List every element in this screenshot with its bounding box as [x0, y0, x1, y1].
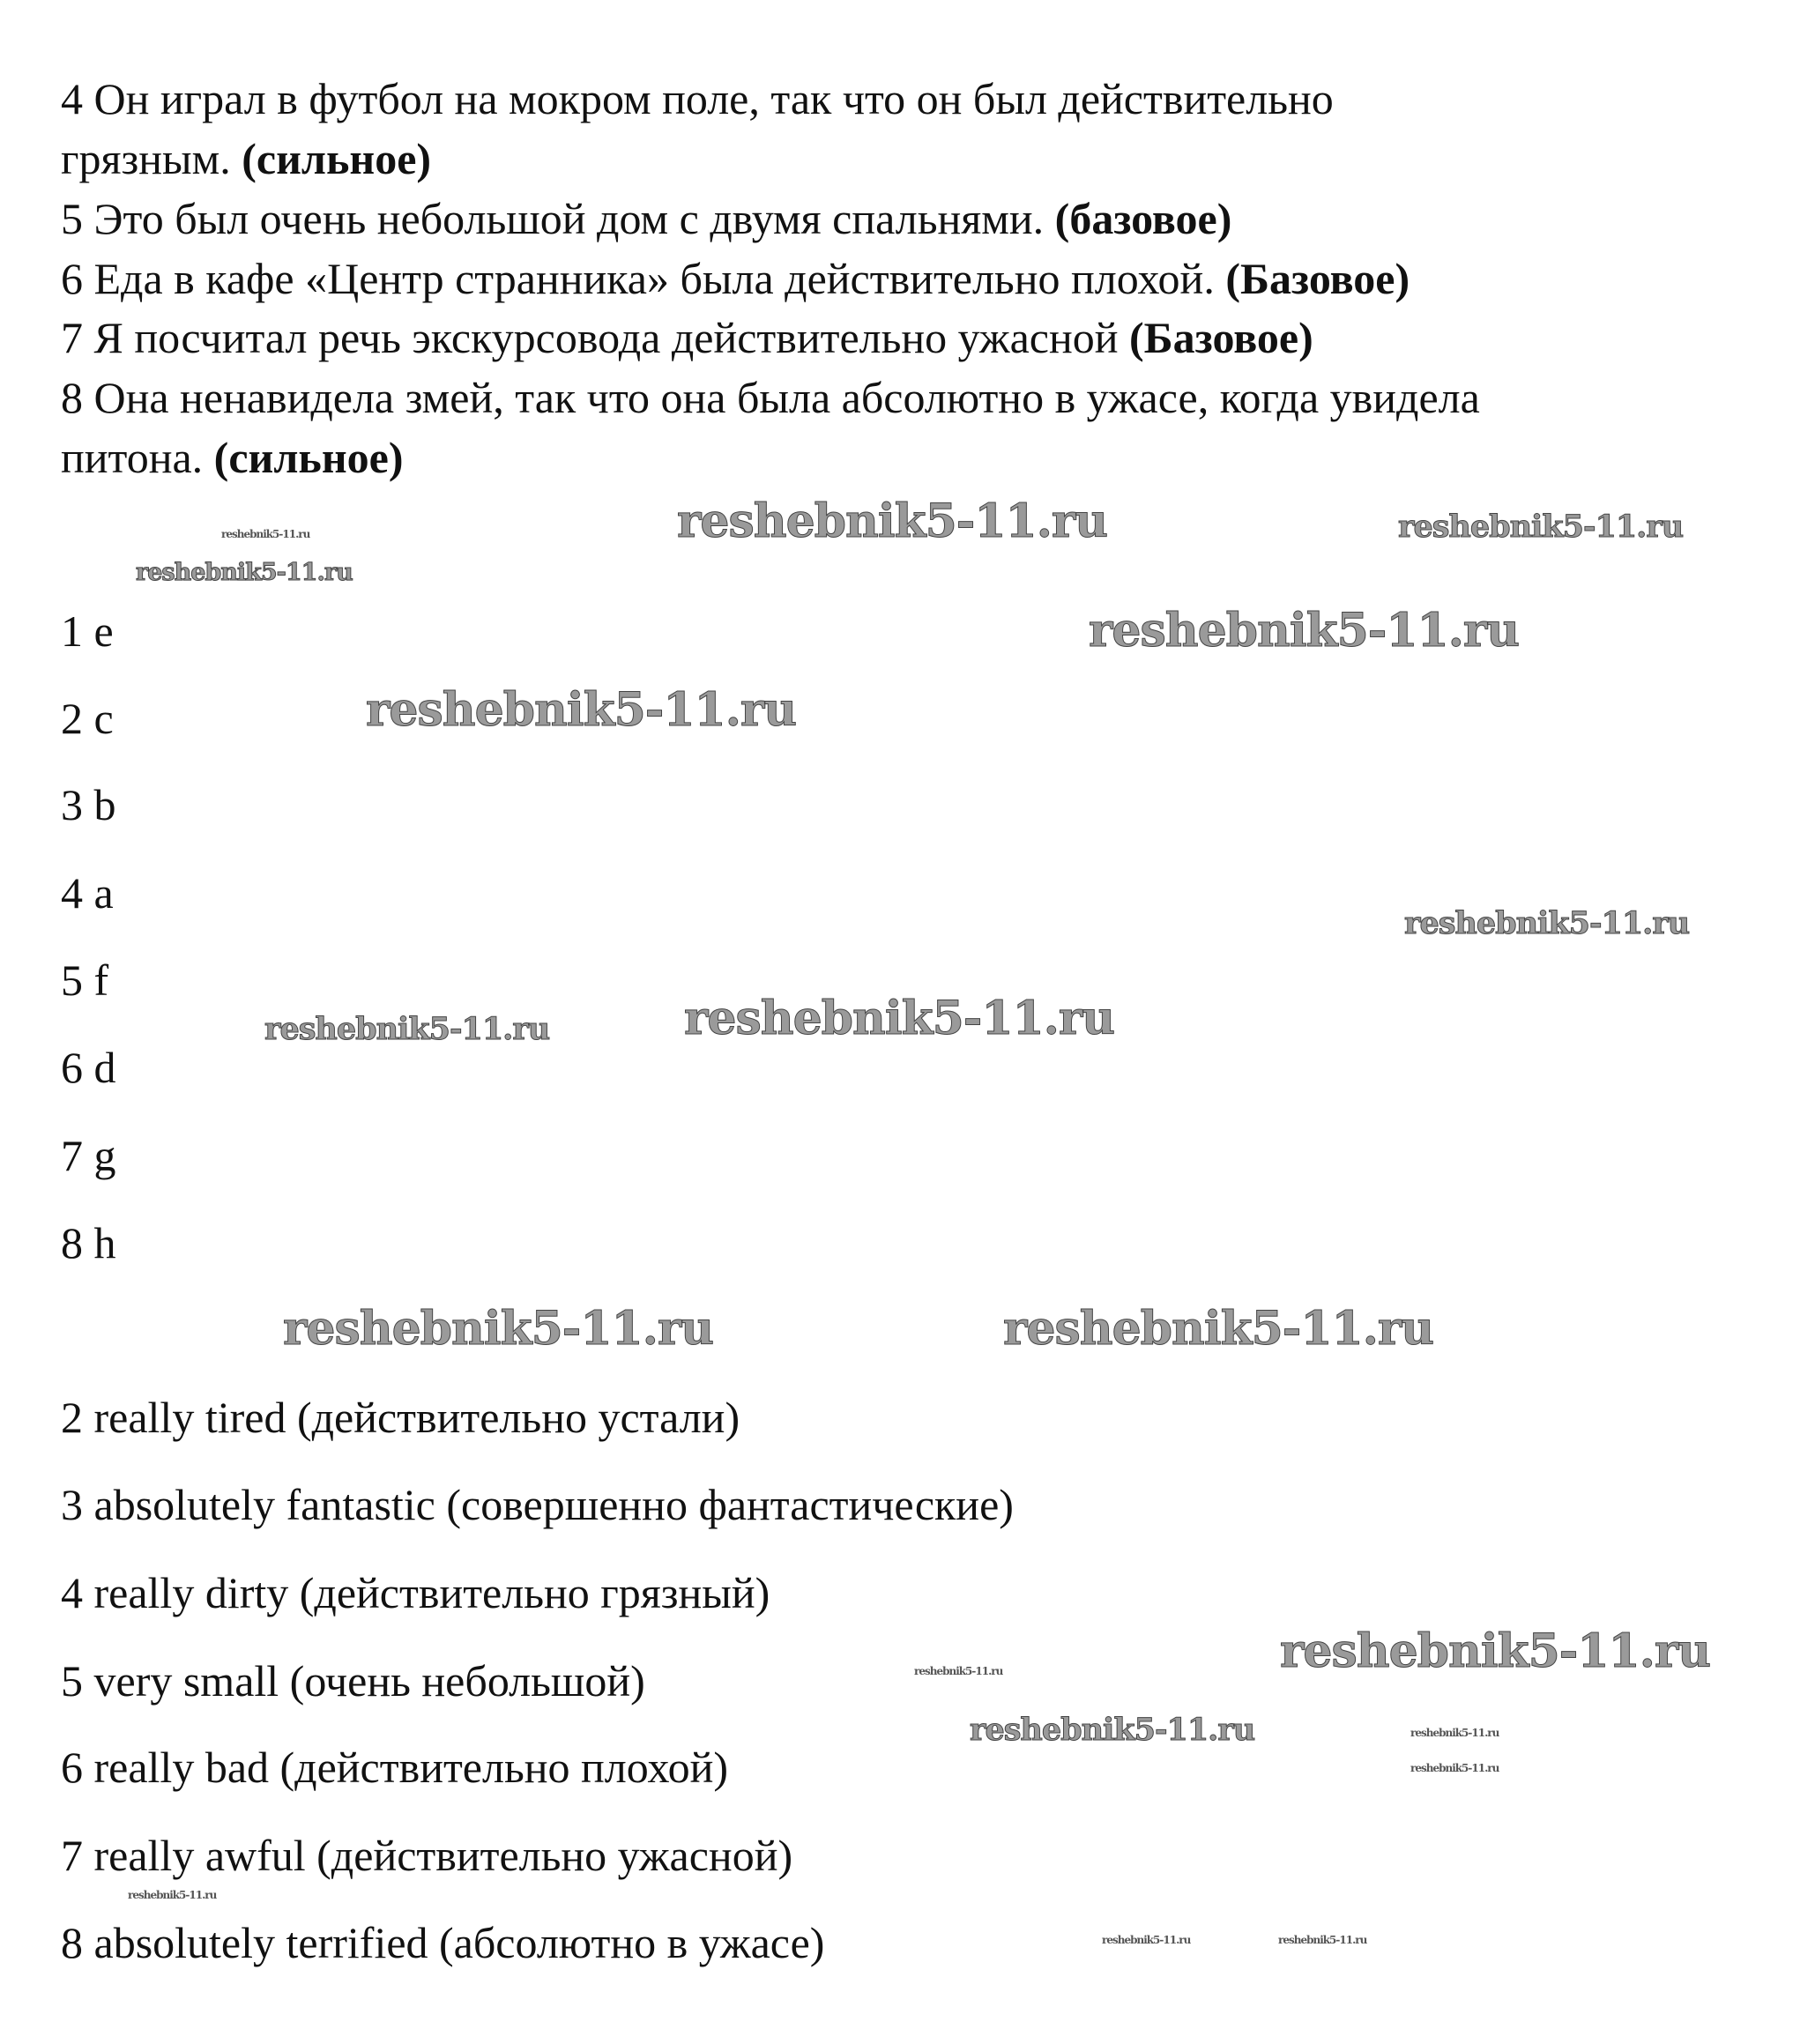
- answer-line: 7 g: [61, 1131, 116, 1180]
- answer-line: 5 f: [61, 955, 109, 1005]
- line-bold: (сильное): [213, 433, 404, 482]
- watermark: reshebnik5-11.ru: [677, 494, 1108, 548]
- text-line: [61, 72, 1334, 125]
- answer-line: 4 a: [61, 868, 114, 918]
- answer-line: 5 very small (очень небольшой): [61, 1656, 645, 1706]
- answer-line: 8 absolutely terrified (абсолютно в ужасе): [61, 1918, 825, 1967]
- text-line: [61, 192, 1231, 245]
- answer-line: 1 e: [61, 606, 114, 656]
- answer-line: 6 d: [61, 1043, 116, 1092]
- watermark: reshebnik5-11.ru: [1089, 604, 1520, 658]
- line-text: питона.: [61, 433, 214, 482]
- text-line: [61, 431, 403, 484]
- line-text: 4 Он играл в футбол на мокром поле, так что он был действительно: [61, 74, 1334, 123]
- watermark: reshebnik5-11.ru: [1278, 1934, 1367, 1946]
- text-line: [61, 252, 1410, 305]
- line-text: 7 Я посчитал речь экскурсовода действительно ужасной: [61, 313, 1129, 362]
- line-text: 8 Она ненавидела змей, так что она была абсолютно в ужасе, когда увидела: [61, 373, 1480, 422]
- line-bold: (Базовое): [1128, 313, 1313, 362]
- watermark: reshebnik5-11.ru: [1404, 905, 1690, 941]
- watermark: reshebnik5-11.ru: [128, 1889, 217, 1901]
- answer-line: 3 b: [61, 780, 116, 829]
- watermark: reshebnik5-11.ru: [914, 1665, 1003, 1677]
- watermark: reshebnik5-11.ru: [366, 683, 797, 737]
- answer-line: 7 really awful (действительно ужасной): [61, 1831, 793, 1880]
- line-text: 5 Это был очень небольшой дом с двумя спальнями.: [61, 194, 1055, 243]
- answer-line: 2 really tired (действительно устали): [61, 1393, 740, 1442]
- watermark: reshebnik5-11.ru: [970, 1712, 1255, 1748]
- line-text: 6 Еда в кафе «Центр странника» была действительно плохой.: [61, 254, 1226, 303]
- answer-line: 2 c: [61, 694, 114, 743]
- watermark: reshebnik5-11.ru: [283, 1302, 714, 1356]
- line-bold: (сильное): [242, 134, 432, 183]
- watermark: reshebnik5-11.ru: [1003, 1302, 1434, 1356]
- answer-line: 8 h: [61, 1218, 116, 1267]
- watermark: reshebnik5-11.ru: [264, 1011, 550, 1047]
- answer-line: 3 absolutely fantastic (совершенно фантастические): [61, 1480, 1014, 1529]
- answer-line: 4 really dirty (действительно грязный): [61, 1568, 770, 1617]
- watermark: reshebnik5-11.ru: [1280, 1624, 1711, 1678]
- watermark: reshebnik5-11.ru: [1410, 1762, 1499, 1774]
- watermark: reshebnik5-11.ru: [1410, 1727, 1499, 1739]
- line-text: грязным.: [61, 134, 242, 183]
- text-line: [61, 132, 431, 185]
- text-line: [61, 371, 1480, 424]
- line-bold: (базовое): [1054, 194, 1232, 243]
- watermark: reshebnik5-11.ru: [136, 559, 353, 586]
- watermark: reshebnik5-11.ru: [1398, 509, 1684, 545]
- watermark: reshebnik5-11.ru: [221, 528, 310, 540]
- text-line: [61, 311, 1313, 364]
- watermark: reshebnik5-11.ru: [1102, 1934, 1191, 1946]
- watermark: reshebnik5-11.ru: [684, 992, 1115, 1045]
- line-bold: (Базовое): [1225, 254, 1410, 303]
- answer-line: 6 really bad (действительно плохой): [61, 1743, 728, 1792]
